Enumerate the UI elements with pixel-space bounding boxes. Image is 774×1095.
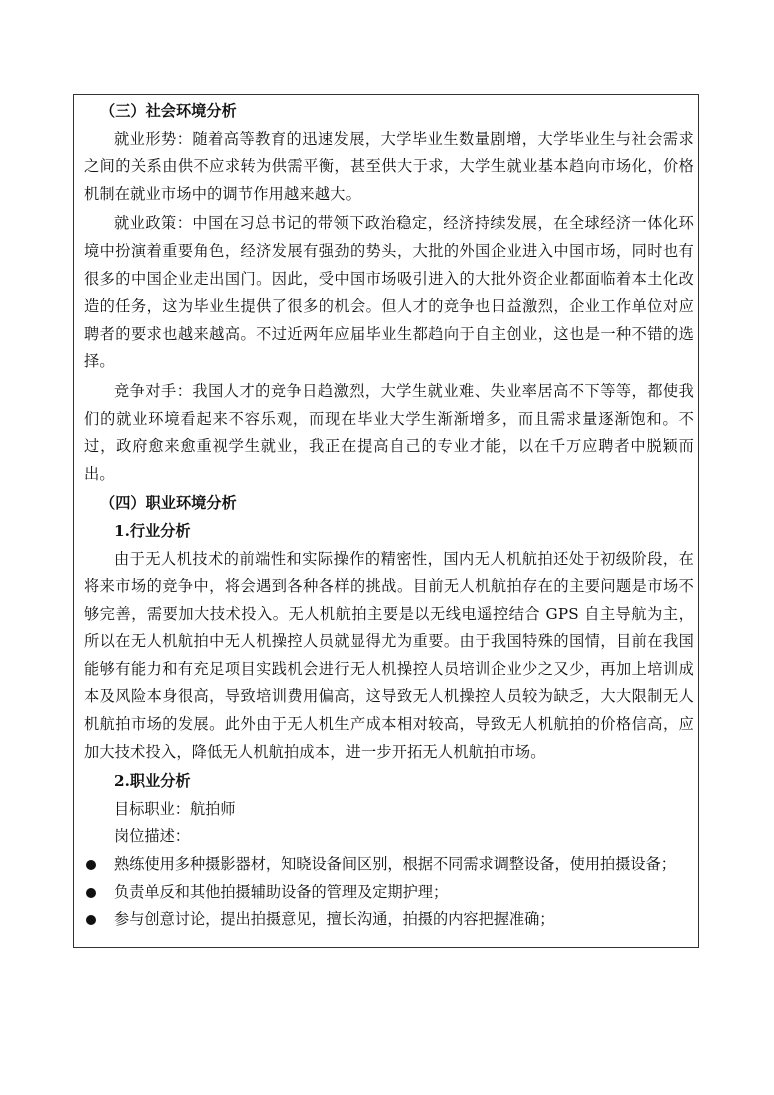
job-duty-text: 负责单反和其他拍摄辅助设备的管理及定期护理；: [114, 882, 449, 901]
job-duty-item: [84, 851, 694, 879]
employment-situation-paragraph: 就业形势：随着高等教育的迅速发展，大学毕业生数量剧增，大学毕业生与社会需求之间的关系由供不应求转为供需平衡，甚至供大于求，大学生就业基本趋向市场化，价格机制在就业市场中的调节作用越来越大。: [84, 129, 694, 203]
industry-analysis-paragraph: 由于无人机技术的前端性和实际操作的精密性，国内无人机航拍还处于初级阶段，在将来市场的竞争中，将会遇到各种各样的挑战。目前无人机航拍存在的主要问题是市场不够完善，需要加大技术投入。无人机航拍主要是以无线电遥控结合 GPS 自主导航为主，所以在无人机航拍中无人机操控人员就显得尤为重要。由于我国特殊的国情，目前在我国能够有能力和有充足项目实践机会进行无人机操控人员培训企业少之又少，再加上培训成本及风险本身很高，导致培训费用偏高，这导致无人机操控人员较为缺乏，大大限制无人机航拍市场的发展。此外由于无人机生产成本相对较高，导致无人机航拍的价格信高，应加大技术投入，降低无人机航拍成本，进一步开拓无人机航拍市场。: [84, 549, 694, 761]
job-duty-item: [84, 906, 694, 934]
bullet-dot-icon: [86, 915, 96, 925]
bullet-dot-icon: [86, 860, 96, 870]
employment-policy-paragraph: 就业政策：中国在习总书记的带领下政治稳定，经济持续发展，在全球经济一体化环境中扮演着重要角色，经济发展有强劲的势头，大批的外国企业进入中国市场，同时也有很多的中国企业走出国门。因此，受中国市场吸引进入的大批外资企业都面临着本土化改造的任务，这为毕业生提供了很多的机会。但人才的竞争也日益激烈，企业工作单位对应聘者的要求也越来越高。不过近两年应届毕业生都趋向于自主创业，这也是一种不错的选择。: [84, 214, 694, 371]
target-occupation: 目标职业：航拍师: [114, 799, 236, 818]
occupation-analysis-title: 2.职业分析: [114, 772, 191, 791]
bullet-dot-icon: [86, 888, 96, 898]
competitors-paragraph: 竞争对手：我国人才的竞争日趋激烈，大学生就业难、失业率居高不下等等，都使我们的就业环境看起来不容乐观，而现在毕业大学生渐渐增多，而且需求量逐渐饱和。不过，政府愈来愈重视学生就业，我正在提高自己的专业才能，以在千万应聘者中脱颖而出。: [84, 381, 694, 483]
job-duty-text: 熟练使用多种摄影器材，知晓设备间区别，根据不同需求调整设备，使用拍摄设备；: [114, 855, 676, 874]
job-description-label: 岗位描述：: [114, 827, 190, 846]
job-duty-item: [84, 879, 694, 907]
job-duty-text: 参与创意讨论，提出拍摄意见，擅长沟通，拍摄的内容把握准确；: [114, 910, 555, 929]
social-environment-heading: （三）社会环境分析: [100, 102, 237, 120]
career-environment-heading: （四）职业环境分析: [100, 494, 237, 513]
document-body: [84, 96, 694, 934]
industry-analysis-title: 1.行业分析: [114, 521, 191, 540]
